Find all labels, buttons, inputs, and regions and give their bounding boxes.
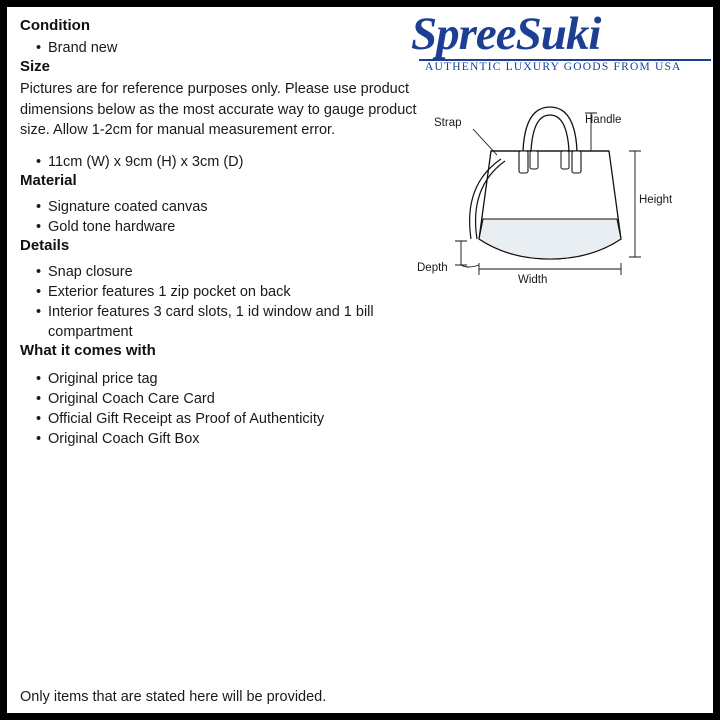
section-heading-details: Details [20,236,70,254]
list-item: • Signature coated canvas [48,197,440,217]
diagram-label-strap: Strap [434,117,462,129]
brand-tagline: AUTHENTIC LUXURY GOODS FROM USA [425,61,682,73]
section-heading-condition: Condition [20,17,90,34]
list-item: • Brand new [48,38,440,58]
footer-note: Only items that are stated here will be provided. [20,689,327,705]
section-heading-size: Size [20,58,51,75]
condition-list [20,38,440,58]
list-item: • Original Coach Gift Box [48,429,440,449]
document-page [7,7,713,713]
details-list [20,262,440,342]
size-list [20,152,440,172]
diagram-label-height: Height [639,194,673,206]
bag-dimensions-diagram [413,89,709,294]
diagram-label-depth: Depth [417,262,448,274]
section-heading-what-it-comes-with: What it comes with [20,341,156,359]
list-item: • Snap closure [48,262,440,282]
diagram-label-handle: Handle [585,114,622,126]
brand-name: SpreeSuki [411,9,601,59]
size-paragraph: Pictures are for reference purposes only. Please use product dimensions below as the most accurate way to gauge product size. Allow 1-2cm for manual measurement error. [20,81,417,138]
list-item: • 11cm (W) x 9cm (H) x 3cm (D) [48,152,440,172]
product-details-text [20,17,440,449]
material-list [20,197,440,237]
list-item: • Interior features 3 card slots, 1 id window and 1 bill compartment [48,302,440,342]
list-item: • Official Gift Receipt as Proof of Authenticity [48,409,440,429]
includes-list [20,369,440,449]
list-item: • Original Coach Care Card [48,389,440,409]
diagram-label-width: Width [518,274,548,286]
list-item: • Exterior features 1 zip pocket on back [48,282,440,302]
list-item: • Gold tone hardware [48,217,440,237]
brand-logo [411,9,713,84]
section-heading-material: Material [20,171,77,189]
document-content [7,7,713,713]
list-item: • Original price tag [48,369,440,389]
